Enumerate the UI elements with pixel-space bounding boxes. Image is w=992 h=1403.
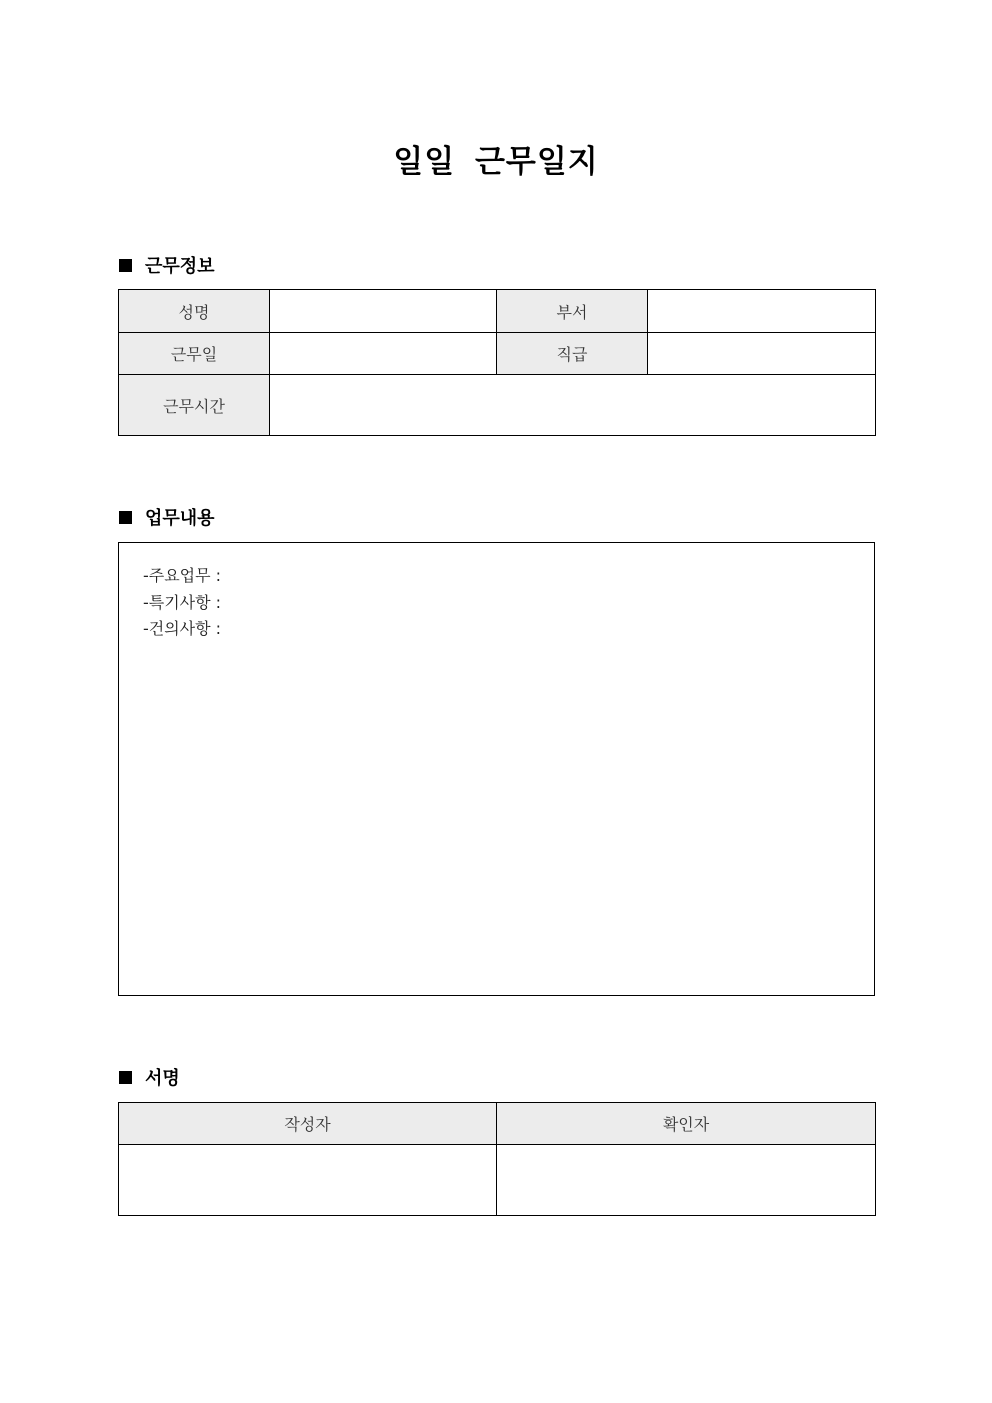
table-row <box>119 290 876 333</box>
table-row <box>119 333 876 375</box>
position-field[interactable] <box>648 333 876 375</box>
department-label: 부서 <box>497 290 648 333</box>
work-content-lines <box>143 563 221 643</box>
writer-signature-field[interactable] <box>119 1145 497 1216</box>
work-content-heading <box>119 505 215 529</box>
name-label: 성명 <box>119 290 270 333</box>
page-title: 일일 근무일지 <box>393 144 599 180</box>
confirmer-label: 확인자 <box>497 1103 876 1145</box>
work-hours-field[interactable] <box>270 375 876 436</box>
work-content-heading-text: 업무내용 <box>145 508 215 529</box>
name-field[interactable] <box>270 290 497 333</box>
confirmer-signature-field[interactable] <box>497 1145 876 1216</box>
black-square-icon <box>119 1071 132 1084</box>
work-info-heading <box>119 253 215 277</box>
work-hours-label: 근무시간 <box>119 375 270 436</box>
position-label: 직급 <box>497 333 648 375</box>
table-row <box>119 1103 876 1145</box>
special-notes-line: -특기사항 : <box>143 592 222 612</box>
black-square-icon <box>119 259 132 272</box>
signature-table <box>118 1102 876 1216</box>
work-content-box[interactable] <box>118 542 875 996</box>
work-date-label: 근무일 <box>119 333 270 375</box>
work-info-heading-text: 근무정보 <box>145 256 215 277</box>
main-work-line: -주요업무 : <box>143 566 222 585</box>
work-info-table <box>118 289 876 436</box>
department-field[interactable] <box>648 290 876 333</box>
table-row <box>119 1145 876 1216</box>
black-square-icon <box>119 511 132 524</box>
signature-heading <box>119 1065 180 1089</box>
work-date-field[interactable] <box>270 333 497 375</box>
table-row <box>119 375 876 436</box>
suggestions-line: -건의사항 : <box>143 619 222 638</box>
writer-label: 작성자 <box>119 1103 497 1145</box>
signature-heading-text: 서명 <box>145 1068 180 1089</box>
